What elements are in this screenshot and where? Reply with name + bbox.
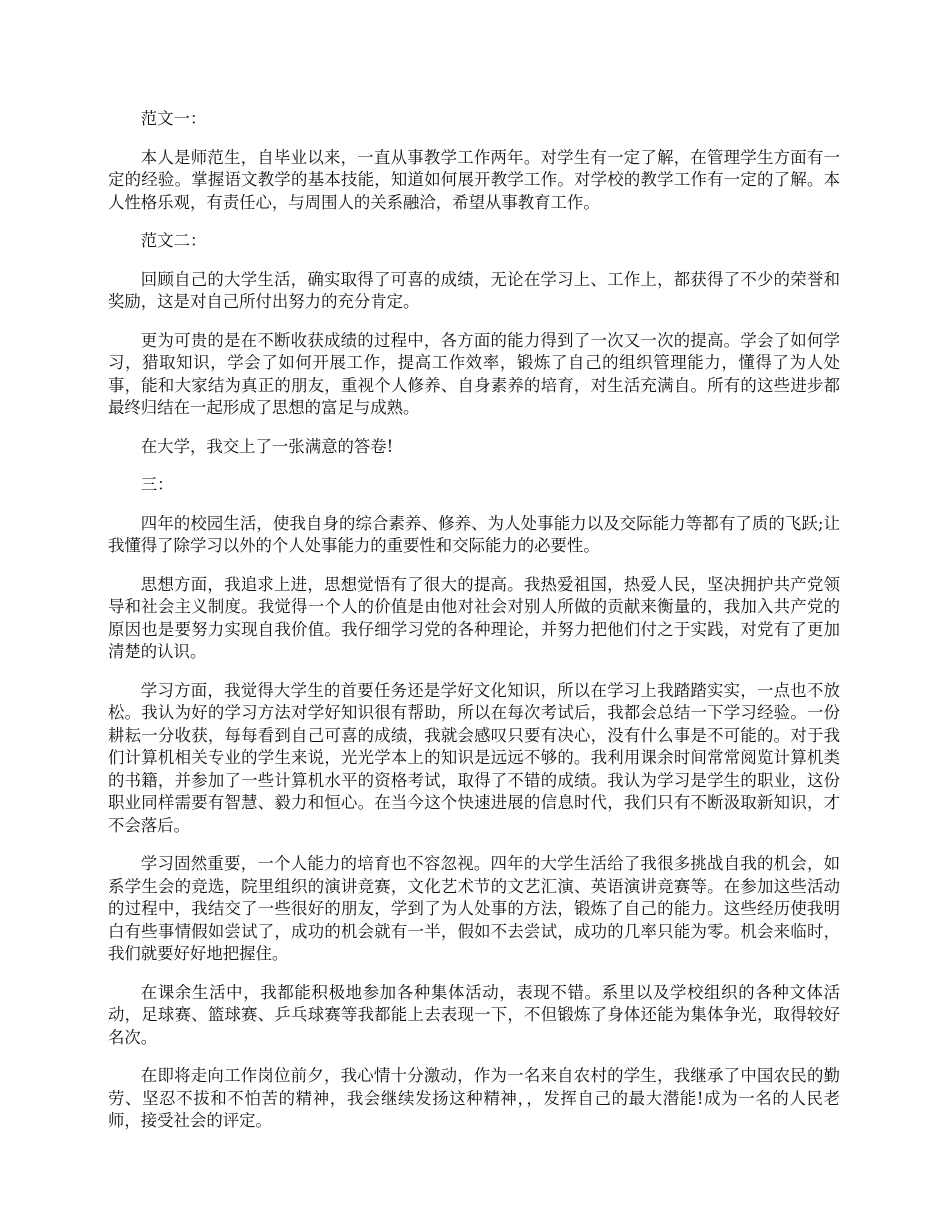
paragraph-review: 回顾自己的大学生活，确实取得了可喜的成绩，无论在学习上、工作上，都获得了不少的荣誉和奖励，这是对自己所付出努力的充分肯定。 [108,269,840,311]
heading-sample-one: 范文一： [140,109,207,128]
paragraph-abilities: 更为可贵的是在不断收获成绩的过程中，各方面的能力得到了一次又一次的提高。学会了如何学习，猎取知识，学会了如何开展工作，提高工作效率，锻炼了自己的组织管理能力，懂得了为人处事，能和大家结为真正的朋友，重视个人修养、自身素养的培育，对生活充满自。所有的这些进步都最终归结在一起形成了思想的富足与成熟。 [108,330,840,417]
paragraph-answer-sheet: 在大学，我交上了一张满意的答卷! [140,436,394,456]
heading-sample-three: 三： [140,475,174,494]
document-page [108,108,840,1149]
paragraph-ability-training: 学习固然重要，一个人能力的培育也不容忽视。四年的大学生活给了我很多挑战自我的机会，如系学生会的竞选，院里组织的演讲竞赛，文化艺术节的文艺汇演、英语演讲竞赛等。在参加这些活动的过程中，我结交了一些很好的朋友，学到了为人处事的方法，锻炼了自己的能力。这些经历使我明白有些事情假如尝试了，成功的机会就有一半，假如不去尝试，成功的几率只能为零。机会来临时，我们就要好好地把握住。 [108,854,840,963]
paragraph-self-intro: 本人是师范生，自毕业以来，一直从事教学工作两年。对学生有一定了解，在管理学生方面有一定的经验。掌握语文教学的基本技能，知道如何展开教学工作。对学校的教学工作有一定的了解。本人性格乐观，有责任心，与周围人的关系融洽，希望从事教育工作。 [108,147,840,212]
paragraph-extracurricular: 在课余生活中，我都能积极地参加各种集体活动，表现不错。系里以及学校组织的各种文体活动，足球赛、篮球赛、乒乓球赛等我都能上去表现一下，不但锻炼了身体还能为集体争光，取得较好名次。 [108,982,840,1047]
paragraph-campus-life: 四年的校园生活，使我自身的综合素养、修养、为人处事能力以及交际能力等都有了质的飞跃;让我懂得了除学习以外的个人处事能力的重要性和交际能力的必要性。 [108,513,840,555]
heading-sample-two: 范文二： [140,231,207,250]
paragraph-study: 学习方面，我觉得大学生的首要任务还是学好文化知识，所以在学习上我踏踏实实，一点也不放松。我认为好的学习方法对学好知识很有帮助，所以在每次考试后，我都会总结一下学习经验。一份耕耘一分收获，每每看到自己可喜的成绩，我就会感叹只要有决心，没有什么事是不可能的。对于我们计算机相关专业的学生来说，光光学本上的知识是远远不够的。我利用课余时间常常阅览计算机类的书籍，并参加了一些计算机水平的资格考试，取得了不错的成绩。我认为学习是学生的职业，这份职业同样需要有智慧、毅力和恒心。在当今这个快速进展的信息时代，我们只有不断汲取新知识，才不会落后。 [108,680,840,835]
paragraph-thought: 思想方面，我追求上进，思想觉悟有了很大的提高。我热爱祖国，热爱人民，坚决拥护共产党领导和社会主义制度。我觉得一个人的价值是由他对社会对别人所做的贡献来衡量的，我加入共产党的原因也是要努力实现自我价值。我仔细学习党的各种理论，并努力把他们付之于实践，对党有了更加清楚的认识。 [108,574,840,661]
paragraph-conclusion: 在即将走向工作岗位前夕，我心情十分激动，作为一名来自农村的学生，我继承了中国农民的勤劳、坚忍不拔和不怕苦的精神，我会继续发扬这种精神，，发挥自己的最大潜能!成为一名的人民老师，接受社会的评定。 [108,1066,840,1130]
